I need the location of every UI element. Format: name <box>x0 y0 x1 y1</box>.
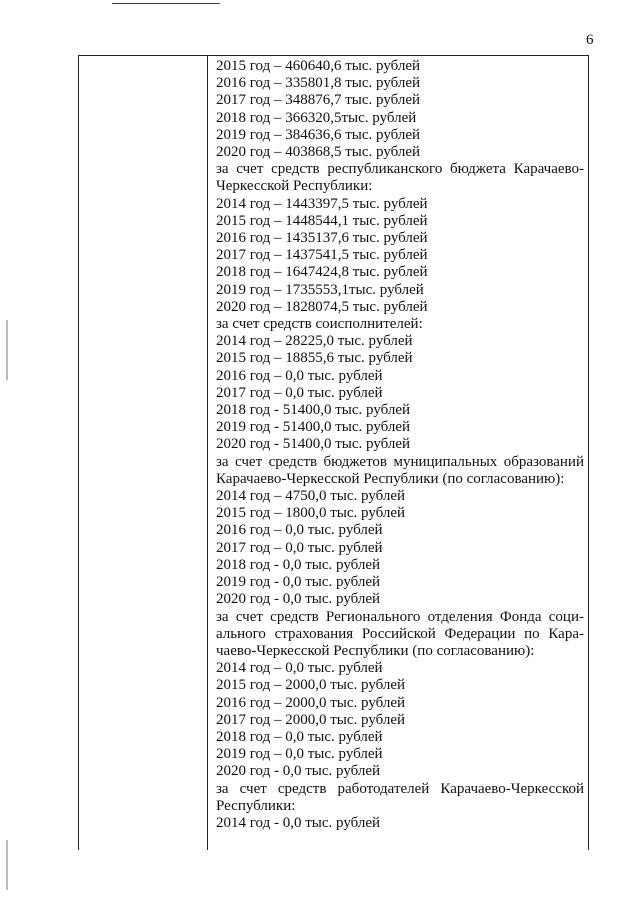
text-line: 2014 год – 4750,0 тыс. рублей <box>216 488 406 505</box>
text-line: 2020 год – 403868,5 тыс. рублей <box>216 144 421 161</box>
column-divider <box>207 56 208 850</box>
text-line: ального страхования Российской Федерации по Кара- <box>216 625 584 642</box>
text-line: 2015 год – 2000,0 тыс. рублей <box>216 677 406 694</box>
text-line: 2015 год – 18855,6 тыс. рублей <box>216 350 413 367</box>
text-line: 2020 год - 0,0 тыс. рублей <box>216 591 381 608</box>
top-rule <box>112 3 220 4</box>
text-line: 2017 год – 1437541,5 тыс. рублей <box>216 247 428 264</box>
text-line: 2015 год – 1800,0 тыс. рублей <box>216 505 406 522</box>
text-line: 2016 год – 2000,0 тыс. рублей <box>216 694 406 711</box>
text-line: 2019 год - 51400,0 тыс. рублей <box>216 419 411 436</box>
text-line: 2017 год – 348876,7 тыс. рублей <box>216 92 421 109</box>
text-line: за счет средств Регионального отделения Фонда соци- <box>216 608 584 625</box>
text-line: 2018 год - 0,0 тыс. рублей <box>216 556 381 573</box>
text-line: 2017 год – 0,0 тыс. рублей <box>216 384 383 401</box>
text-line: 2016 год – 335801,8 тыс. рублей <box>216 75 421 92</box>
text-line: за счет средств республиканского бюджета Карачаево- <box>216 161 584 178</box>
text-line: Республики: <box>216 797 296 814</box>
scan-artifact <box>6 840 8 890</box>
text-line: за счет средств работодателей Карачаево-Черкесской <box>216 780 584 797</box>
text-line: за счет средств бюджетов муниципальных образований <box>216 453 584 470</box>
text-line: 2014 год – 0,0 тыс. рублей <box>216 660 383 677</box>
text-line: 2016 год – 0,0 тыс. рублей <box>216 522 383 539</box>
funding-details-cell <box>216 58 584 832</box>
page-number: 6 <box>586 32 594 48</box>
text-line: 2018 год – 0,0 тыс. рублей <box>216 728 383 745</box>
text-line: 2019 год – 384636,6 тыс. рублей <box>216 126 421 143</box>
text-line: 2020 год - 51400,0 тыс. рублей <box>216 436 411 453</box>
text-line: чаево-Черкесской Республики (по согласованию): <box>216 642 535 659</box>
text-line: 2017 год – 2000,0 тыс. рублей <box>216 711 406 728</box>
funding-table <box>78 55 589 850</box>
text-line: 2018 год – 366320,5тыс. рублей <box>216 109 417 126</box>
scan-artifact <box>6 320 8 380</box>
text-line: Карачаево-Черкесской Республики (по согласованию): <box>216 470 565 487</box>
text-line: 2015 год – 460640,6 тыс. рублей <box>216 58 421 74</box>
text-line: 2017 год – 0,0 тыс. рублей <box>216 539 383 556</box>
text-line: за счет средств соисполнителей: <box>216 316 423 333</box>
text-line: 2016 год – 0,0 тыс. рублей <box>216 367 383 384</box>
text-line: 2018 год – 1647424,8 тыс. рублей <box>216 264 428 281</box>
text-line: 2020 год – 1828074,5 тыс. рублей <box>216 298 428 315</box>
text-line: 2019 год - 0,0 тыс. рублей <box>216 574 381 591</box>
text-line: 2019 год – 0,0 тыс. рублей <box>216 746 383 763</box>
text-line: 2014 год – 28225,0 тыс. рублей <box>216 333 413 350</box>
text-line: 2014 год – 1443397,5 тыс. рублей <box>216 195 428 212</box>
text-line: Черкесской Республики: <box>216 178 373 195</box>
text-line: 2016 год – 1435137,6 тыс. рублей <box>216 230 428 247</box>
text-line: 2015 год – 1448544,1 тыс. рублей <box>216 212 428 229</box>
text-line: 2020 год - 0,0 тыс. рублей <box>216 763 381 780</box>
text-line: 2014 год - 0,0 тыс. рублей <box>216 814 381 831</box>
text-line: 2019 год – 1735553,1тыс. рублей <box>216 281 424 298</box>
text-line: 2018 год - 51400,0 тыс. рублей <box>216 402 411 419</box>
